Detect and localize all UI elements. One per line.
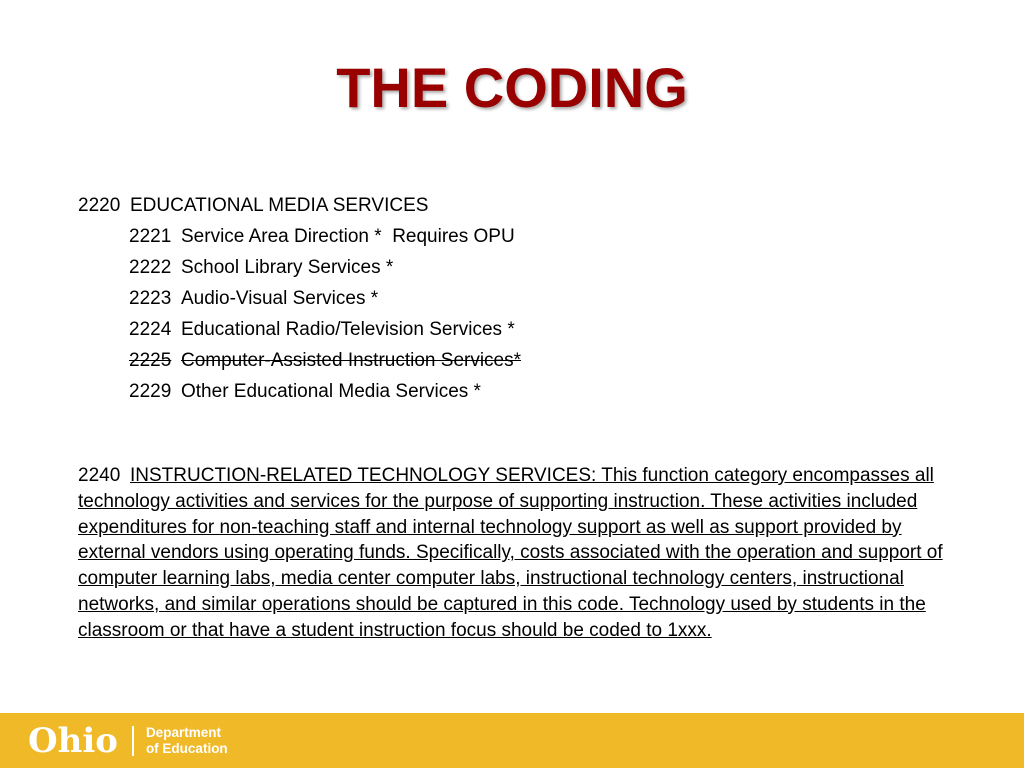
item-label: Computer-Assisted Instruction Services* (181, 350, 522, 371)
code-2240: 2240 (78, 465, 121, 486)
ohio-department-of-education-logo (28, 722, 228, 760)
code-2220: 2220 (78, 195, 121, 216)
section-heading-2220 (78, 190, 958, 221)
section-2240 (78, 463, 958, 644)
dept-line-2: of Education (145, 741, 228, 756)
slide-title: THE CODING (336, 56, 688, 119)
item-code: 2223 (129, 288, 172, 309)
list-item-2229 (78, 376, 958, 407)
item-label: School Library Services * (181, 257, 394, 278)
item-code: 2222 (129, 257, 172, 278)
section-2220 (78, 190, 958, 407)
list-item-2224 (78, 314, 958, 345)
section-2240-paragraph (78, 463, 958, 644)
item-code: 2225 (129, 350, 172, 371)
item-label: Service Area Direction * Requires OPU (181, 226, 515, 247)
item-label: Other Educational Media Services * (181, 381, 481, 402)
item-code: 2221 (129, 226, 172, 247)
list-item-2221 (78, 221, 958, 252)
section-2240-text: INSTRUCTION-RELATED TECHNOLOGY SERVICES: This function category encompasses all technology activities and services for the purpose of supporting instruction. These activities included expenditures for non-teaching staff and internal technology support as well as support provided by external vendors using operating funds. Specifically, costs associated with the operation and support of computer learning labs, media center computer labs, instructional technology centers, instructional networks, and similar operations should be captured in this code. Technology used by students in the classroom or that have a student instruction focus should be coded to 1xxx. (78, 465, 943, 641)
logo-divider (132, 726, 134, 756)
item-code: 2224 (129, 319, 172, 340)
heading-educational-media-services: EDUCATIONAL MEDIA SERVICES (130, 195, 429, 216)
list-item-2222 (78, 252, 958, 283)
dept-line-1: Department (145, 725, 221, 740)
logo-department-text (146, 725, 228, 757)
ohio-wordmark: Ohio (28, 721, 118, 761)
item-label: Audio-Visual Services * (181, 288, 379, 309)
item-code: 2229 (129, 381, 172, 402)
footer-bar (0, 713, 1024, 768)
item-label: Educational Radio/Television Services * (181, 319, 515, 340)
list-item-2223 (78, 283, 958, 314)
list-item-2225-struck (78, 345, 958, 376)
